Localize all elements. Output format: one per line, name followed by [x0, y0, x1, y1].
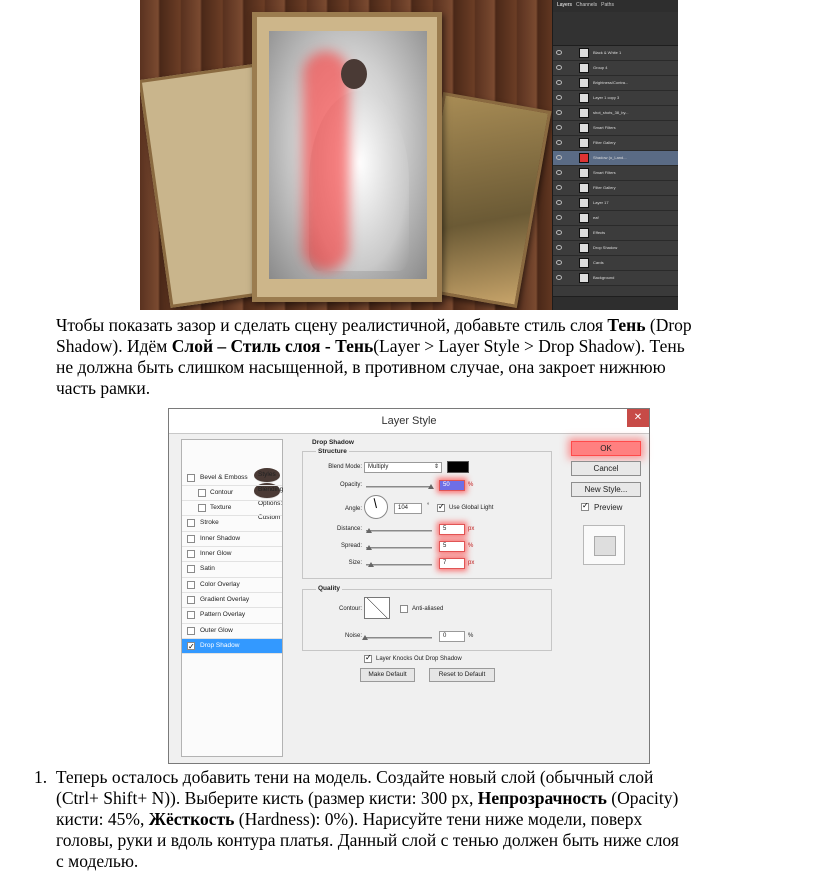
drop-shadow-panel [294, 439, 552, 757]
contour-label: Contour: [338, 606, 362, 612]
spread-unit: % [468, 543, 474, 549]
style-checkbox[interactable] [198, 504, 206, 512]
style-checkbox[interactable] [187, 611, 195, 619]
structure-title: Structure [318, 448, 347, 455]
layer-thumbnail [579, 183, 589, 193]
style-checkbox[interactable] [187, 565, 195, 573]
layer-name: Smart Filters [593, 125, 616, 130]
layer-thumbnail [579, 213, 589, 223]
text: Теперь осталось добавить тени на модель. Создайте новый слой (обычный слой [55, 767, 654, 787]
layers-footer [553, 296, 678, 310]
style-label: Inner Glow [200, 550, 232, 558]
distance-knob[interactable] [366, 528, 372, 533]
angle-input[interactable]: 104 [394, 503, 422, 514]
eye-icon[interactable] [556, 215, 562, 220]
layer-thumbnail [579, 153, 589, 163]
opacity-unit: % [468, 482, 474, 488]
text: Чтобы показать зазор и сделать сцену реалистичной, добавьте стиль слоя [56, 315, 608, 335]
paragraph-model-shadows [34, 767, 816, 872]
size-input[interactable]: 7 [439, 558, 465, 569]
eye-icon[interactable] [556, 230, 562, 235]
style-checkbox[interactable] [187, 550, 195, 558]
layer-name: Group 4 [593, 65, 608, 70]
distance-label: Distance: [336, 526, 362, 532]
style-checkbox[interactable] [187, 474, 195, 482]
style-item[interactable] [182, 532, 282, 547]
layer-row[interactable] [553, 226, 678, 241]
style-item[interactable] [182, 501, 282, 516]
noise-slider[interactable] [366, 637, 432, 639]
style-checkbox[interactable] [187, 596, 195, 604]
layer-row[interactable] [553, 91, 678, 106]
distance-unit: px [468, 526, 475, 532]
layer-name: Layer 17 [593, 200, 609, 205]
size-label: Size: [348, 560, 362, 566]
layer-thumbnail [579, 78, 589, 88]
noise-knob[interactable] [362, 635, 368, 640]
layer-row[interactable] [553, 76, 678, 91]
style-label: Styles [258, 471, 276, 478]
style-label: Gradient Overlay [200, 595, 250, 603]
shadow-color-swatch[interactable] [447, 461, 469, 473]
layer-thumbnail [579, 168, 589, 178]
opacity-label: Opacity: [339, 482, 362, 488]
opacity-knob[interactable] [428, 484, 434, 489]
eye-icon[interactable] [556, 245, 562, 250]
layer-name: shot_shots_38_by... [593, 110, 629, 115]
layer-thumbnail [579, 243, 589, 253]
shadow-highlight [303, 51, 349, 271]
tab-paths[interactable]: Paths [601, 2, 614, 8]
spread-knob[interactable] [366, 545, 372, 550]
quality-group [302, 589, 552, 651]
tab-layers[interactable]: Layers [557, 2, 573, 8]
layer-name: Shadow (o_Land... [593, 155, 627, 160]
style-label: Color Overlay [200, 580, 240, 588]
opacity-input[interactable]: 50 [439, 480, 465, 491]
eye-icon[interactable] [556, 140, 562, 145]
text-line [56, 315, 816, 336]
layer-style-dialog [168, 408, 650, 764]
text: (Layer > Layer Style > Drop Shadow). Тень [373, 336, 685, 356]
style-item[interactable] [182, 516, 282, 531]
style-label: Texture [210, 504, 232, 512]
text: Shadow). Идём [56, 336, 172, 356]
eye-icon[interactable] [556, 65, 562, 70]
text-line: головы, руки и вдоль контура платья. Данный слой с тенью должен быть ниже слоя [56, 830, 679, 850]
spread-slider[interactable] [366, 547, 432, 549]
layer-thumbnail [579, 63, 589, 73]
style-item[interactable] [182, 562, 282, 577]
style-label: Satin [200, 565, 215, 573]
layer-name: Layer 1 copy 3 [593, 95, 620, 100]
text: (Drop [645, 315, 692, 335]
spread-input[interactable]: 5 [439, 541, 465, 552]
bold-text: Жёсткость [148, 809, 235, 829]
contour-picker[interactable] [364, 597, 390, 619]
section-title: Drop Shadow [312, 439, 354, 446]
layer-row[interactable] [553, 256, 678, 271]
style-item[interactable] [182, 547, 282, 562]
style-label: Drop Shadow [200, 641, 240, 649]
style-label: Contour [210, 488, 234, 496]
layer-knocks-out-checkbox[interactable] [364, 655, 372, 663]
eye-icon[interactable] [556, 125, 562, 130]
eye-icon[interactable] [556, 50, 562, 55]
text-line [34, 809, 816, 830]
layer-row[interactable] [553, 181, 678, 196]
eye-icon[interactable] [556, 155, 562, 160]
style-item[interactable] [182, 471, 282, 486]
layer-row[interactable] [553, 271, 678, 286]
layer-row[interactable] [553, 106, 678, 121]
tab-channels[interactable]: Channels [576, 2, 598, 8]
layer-row[interactable] [553, 136, 678, 151]
layer-thumbnail [579, 273, 589, 283]
preview-checkbox[interactable] [581, 503, 589, 511]
dialog-title: Layer Style [381, 415, 437, 427]
style-item[interactable] [182, 578, 282, 593]
distance-slider[interactable] [366, 530, 432, 532]
photoshop-screenshot [140, 0, 678, 310]
layer-name: Cards [593, 260, 604, 265]
blend-mode-select[interactable]: Multiply ⇕ [364, 462, 442, 473]
layer-row[interactable] [553, 151, 678, 166]
style-label: Pattern Overlay [200, 611, 246, 619]
new-style-button[interactable]: New Style... [571, 482, 641, 497]
layer-thumbnail [579, 123, 589, 133]
layer-row[interactable] [553, 241, 678, 256]
noise-unit: % [468, 633, 474, 639]
layer-row[interactable] [553, 166, 678, 181]
angle-dial[interactable] [364, 495, 388, 519]
quality-title: Quality [318, 585, 341, 592]
style-label: Stroke [200, 519, 219, 527]
layer-name: Brightness/Contra... [593, 80, 629, 85]
angle-unit: ° [427, 503, 430, 509]
style-item[interactable] [182, 608, 282, 623]
layer-list [553, 46, 678, 286]
ok-button[interactable]: OK [571, 441, 641, 456]
text-line [34, 788, 816, 809]
bold-text: Тень [607, 315, 646, 335]
layer-row[interactable] [553, 61, 678, 76]
photo-frame [252, 12, 442, 302]
layer-thumbnail [579, 258, 589, 268]
preview-thumbnail [583, 525, 625, 565]
eye-icon[interactable] [556, 95, 562, 100]
cancel-button[interactable]: Cancel [571, 461, 641, 476]
style-item[interactable] [182, 593, 282, 608]
reset-to-default-button[interactable]: Reset to Default [429, 668, 495, 682]
text-line: с моделью. [56, 851, 139, 871]
layer-name: Black & White 1 [593, 50, 622, 55]
photo-woman-in-dress [269, 31, 427, 279]
bold-text: Непрозрачность [477, 788, 607, 808]
opacity-slider[interactable] [366, 486, 432, 488]
layer-name: Background [593, 275, 615, 280]
style-item[interactable] [182, 639, 282, 654]
head-shape [341, 59, 367, 89]
style-checkbox[interactable] [187, 535, 195, 543]
text-line: не должна быть слишком насыщенной, в противном случае, она закроет нижнюю [56, 357, 666, 377]
spread-label: Spread: [340, 543, 362, 549]
layer-knocks-out-label: Layer Knocks Out Drop Shadow [376, 656, 462, 662]
layer-thumbnail [579, 198, 589, 208]
text: кисти: 45%, [56, 809, 149, 829]
layer-name: Filter Gallery [593, 140, 616, 145]
eye-icon[interactable] [556, 260, 562, 265]
eye-icon[interactable] [556, 185, 562, 190]
layer-row[interactable] [553, 211, 678, 226]
use-global-light-checkbox[interactable] [437, 504, 445, 512]
style-checkbox[interactable] [187, 627, 195, 635]
size-unit: px [468, 560, 475, 566]
styles-list [181, 439, 283, 757]
layer-name: Filter Gallery [593, 185, 616, 190]
distance-input[interactable]: 5 [439, 524, 465, 535]
anti-aliased-label: Anti-aliased [412, 606, 444, 612]
paragraph-drop-shadow-intro [56, 315, 816, 399]
layers-options [553, 12, 678, 46]
angle-label: Angle: [344, 506, 362, 512]
size-knob[interactable] [368, 562, 374, 567]
style-label: Bevel & Emboss [200, 473, 248, 481]
layer-name: Drop Shadow [593, 245, 618, 250]
style-checkbox[interactable] [187, 642, 195, 650]
eye-icon[interactable] [556, 275, 562, 280]
text: (Ctrl+ Shift+ N)). Выберите кисть (размер кисти: 300 px, [56, 788, 478, 808]
layer-name: eaf [593, 215, 599, 220]
layer-row[interactable] [553, 46, 678, 61]
list-number: 1. [34, 767, 48, 787]
style-label: Inner Shadow [200, 534, 241, 542]
make-default-button[interactable]: Make Default [360, 668, 415, 682]
size-slider[interactable] [366, 564, 432, 566]
style-label: Blending Options: Custom [258, 486, 284, 522]
style-checkbox[interactable] [198, 489, 206, 497]
eye-icon[interactable] [556, 170, 562, 175]
noise-input[interactable]: 0 [439, 631, 465, 642]
layer-thumbnail [579, 48, 589, 58]
layer-row[interactable] [553, 196, 678, 211]
layer-row[interactable] [553, 121, 678, 136]
layer-thumbnail [579, 93, 589, 103]
layers-tabs [553, 0, 678, 12]
eye-icon[interactable] [556, 200, 562, 205]
use-global-light-label: Use Global Light [449, 505, 494, 511]
eye-icon[interactable] [556, 110, 562, 115]
layers-panel [552, 0, 678, 310]
layer-name: Effects [593, 230, 606, 235]
layer-thumbnail [579, 138, 589, 148]
anti-aliased-checkbox[interactable] [400, 605, 408, 613]
layer-thumbnail [579, 108, 589, 118]
text-line [34, 767, 816, 788]
layer-name: Smart Filters [593, 170, 616, 175]
dialog-titlebar [169, 409, 649, 434]
blend-mode-label: Blend Mode: [328, 464, 362, 470]
noise-label: Noise: [344, 633, 362, 639]
preview-label: Preview [594, 503, 623, 512]
eye-icon[interactable] [556, 80, 562, 85]
text-line [56, 336, 816, 357]
document-canvas [140, 0, 552, 310]
text: (Hardness): 0%). Нарисуйте тени ниже модели, поверх [234, 809, 643, 829]
style-checkbox[interactable] [187, 581, 195, 589]
style-checkbox[interactable] [187, 519, 195, 527]
style-item[interactable] [182, 624, 282, 639]
style-item[interactable] [182, 486, 282, 501]
style-label: Outer Glow [200, 626, 233, 634]
bold-text: Слой – Стиль слоя - Тень [171, 336, 374, 356]
close-icon[interactable]: ✕ [627, 409, 649, 427]
layer-thumbnail [579, 228, 589, 238]
text-line: часть рамки. [56, 378, 151, 398]
text: (Opacity) [606, 788, 679, 808]
